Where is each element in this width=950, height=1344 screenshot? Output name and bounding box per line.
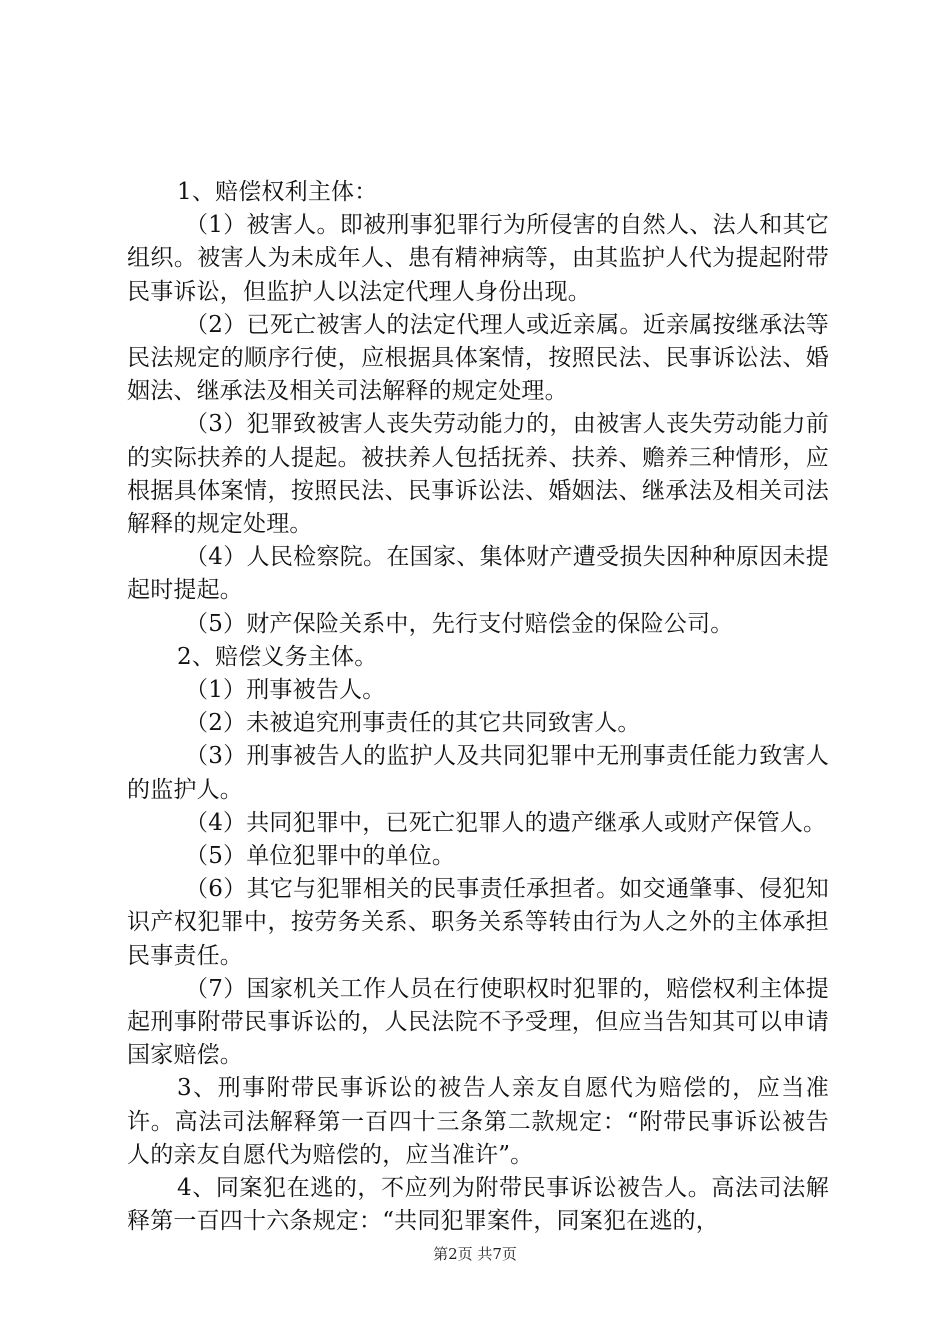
paragraph: （7）国家机关工作人员在行使职权时犯罪的，赔偿权利主体提起刑事附带民事诉讼的，人民法院不予受理，但应当告知其可以申请国家赔偿。: [127, 975, 829, 1069]
paragraph: （6）其它与犯罪相关的民事责任承担者。如交通肇事、侵犯知识产权犯罪中，按劳务关系、职务关系等转由行为人之外的主体承担民事责任。: [127, 876, 829, 969]
paragraph: （5）财产保险关系中，先行支付赔偿金的保险公司。: [185, 610, 734, 637]
paragraph-heading: 3、刑事附带民事诉讼的被告人亲友自愿代为赔偿的，应当准许。高法司法解释第一百四十三条第二款规定：“附带民事诉讼被告人的亲友自愿代为赔偿的，应当准许”。: [127, 1075, 829, 1168]
paragraph: （4）人民检察院。在国家、集体财产遭受损失因种种原因未提起时提起。: [127, 544, 829, 604]
paragraph-heading: 1、赔偿权利主体：: [177, 179, 378, 205]
paragraph: （4）共同犯罪中，已死亡犯罪人的遗产继承人或财产保管人。: [185, 809, 827, 836]
paragraph: （3）犯罪致被害人丧失劳动能力的，由被害人丧失劳动能力前的实际扶养的人提起。被扶养人包括抚养、扶养、赡养三种情形，应根据具体案情，按照民法、民事诉讼法、婚姻法、继承法及相关司法解释的规定处理。: [127, 411, 829, 538]
page-footer: [0, 1244, 950, 1264]
paragraph: （2）已死亡被害人的法定代理人或近亲属。近亲属按继承法等民法规定的顺序行使，应根据具体案情，按照民法、民事诉讼法、婚姻法、继承法及相关司法解释的规定处理。: [127, 311, 829, 405]
paragraph: （2）未被追究刑事责任的其它共同致害人。: [185, 710, 641, 737]
paragraph: （3）刑事被告人的监护人及共同犯罪中无刑事责任能力致害人的监护人。: [127, 743, 829, 803]
paragraph-heading: 2、赔偿义务主体。: [177, 643, 378, 670]
paragraph-heading: 4、同案犯在逃的，不应列为附带民事诉讼被告人。高法司法解释第一百四十六条规定：“共同犯罪案件，同案犯在逃的，: [127, 1175, 829, 1235]
paragraph: （1）被害人。即被刑事犯罪行为所侵害的自然人、法人和其它组织。被害人为未成年人、患有精神病等，由其监护人代为提起附带民事诉讼，但监护人以法定代理人身份出现。: [127, 212, 829, 305]
page-number: 第2页 共7页: [433, 1245, 517, 1263]
document-body: [127, 176, 829, 1239]
paragraph: （5）单位犯罪中的单位。: [185, 843, 456, 870]
paragraph: （1）刑事被告人。: [185, 677, 386, 704]
